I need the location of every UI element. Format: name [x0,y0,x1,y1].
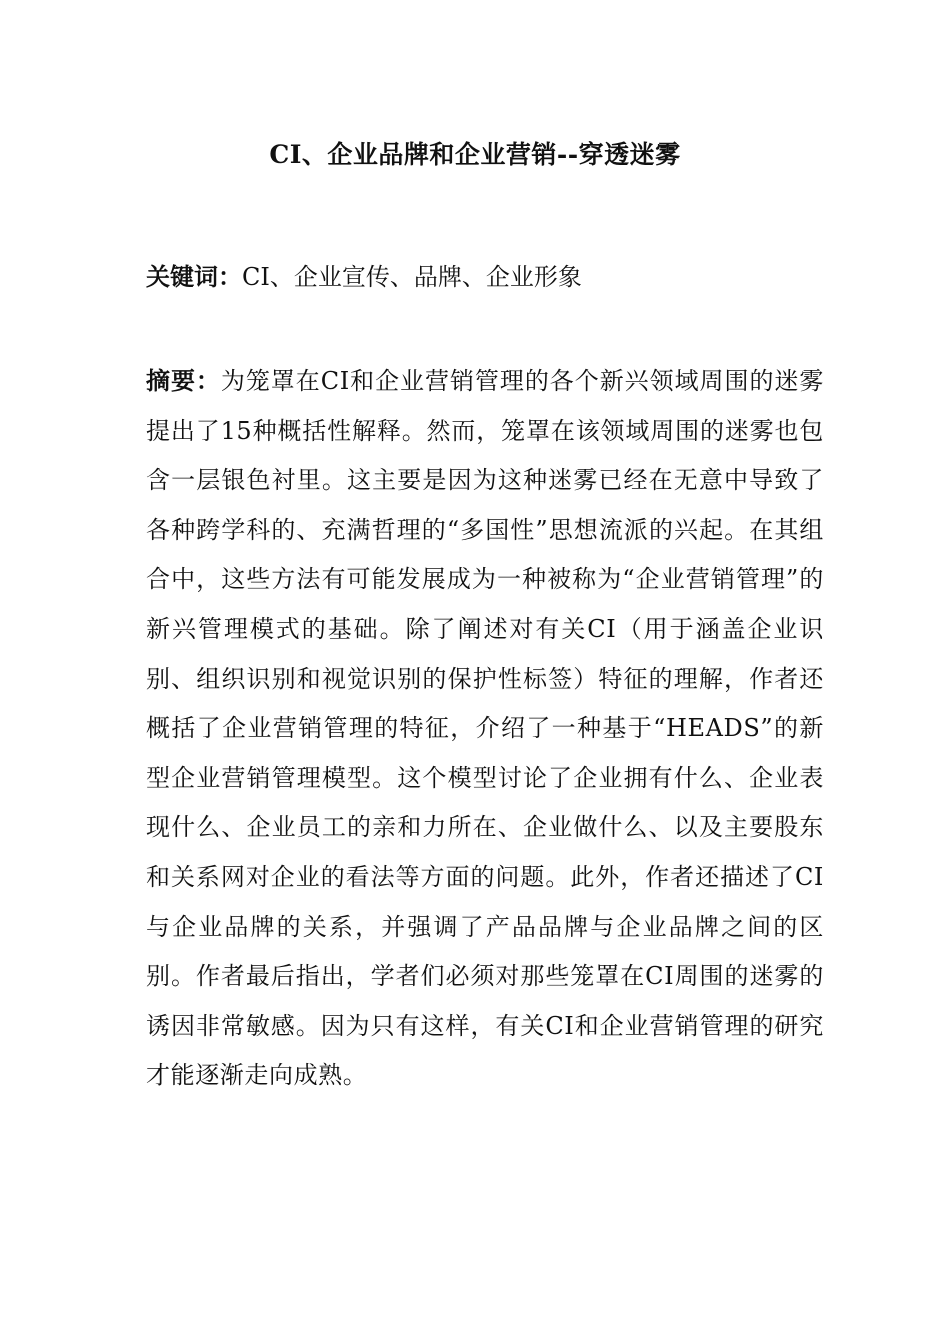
keywords-label: 关键词： [146,262,242,291]
keywords-paragraph [146,260,826,294]
abstract-text: 为笼罩在CI和企业营销管理的各个新兴领域周围的迷雾提出了15种概括性解释。然而，笼罩在该领域周围的迷雾也包含一层银色衬里。这主要是因为这种迷雾已经在无意中导致了各种跨学科的、充满哲理的“多国性”思想流派的兴起。在其组合中，这些方法有可能发展成为一种被称为“企业营销管理”的新兴管理模式的基础。除了阐述对有关CI（用于涵盖企业识别、组织识别和视觉识别的保护性标签）特征的理解，作者还概括了企业营销管理的特征，介绍了一种基于“HEADS”的新型企业营销管理模型。这个模型讨论了企业拥有什么、企业表现什么、企业员工的亲和力所在、企业做什么、以及主要股东和关系网对企业的看法等方面的问题。此外，作者还描述了CI与企业品牌的关系，并强调了产品品牌与企业品牌之间的区别。作者最后指出，学者们必须对那些笼罩在CI周围的迷雾的诱因非常敏感。因为只有这样，有关CI和企业营销管理的研究才能逐渐走向成熟。 [146,367,824,1090]
abstract-paragraph [146,356,824,1101]
keywords-text: CI、企业宣传、品牌、企业形象 [242,263,582,291]
abstract-label: 摘要： [146,366,221,395]
document-title: CI、企业品牌和企业营销--穿透迷雾 [269,140,681,169]
